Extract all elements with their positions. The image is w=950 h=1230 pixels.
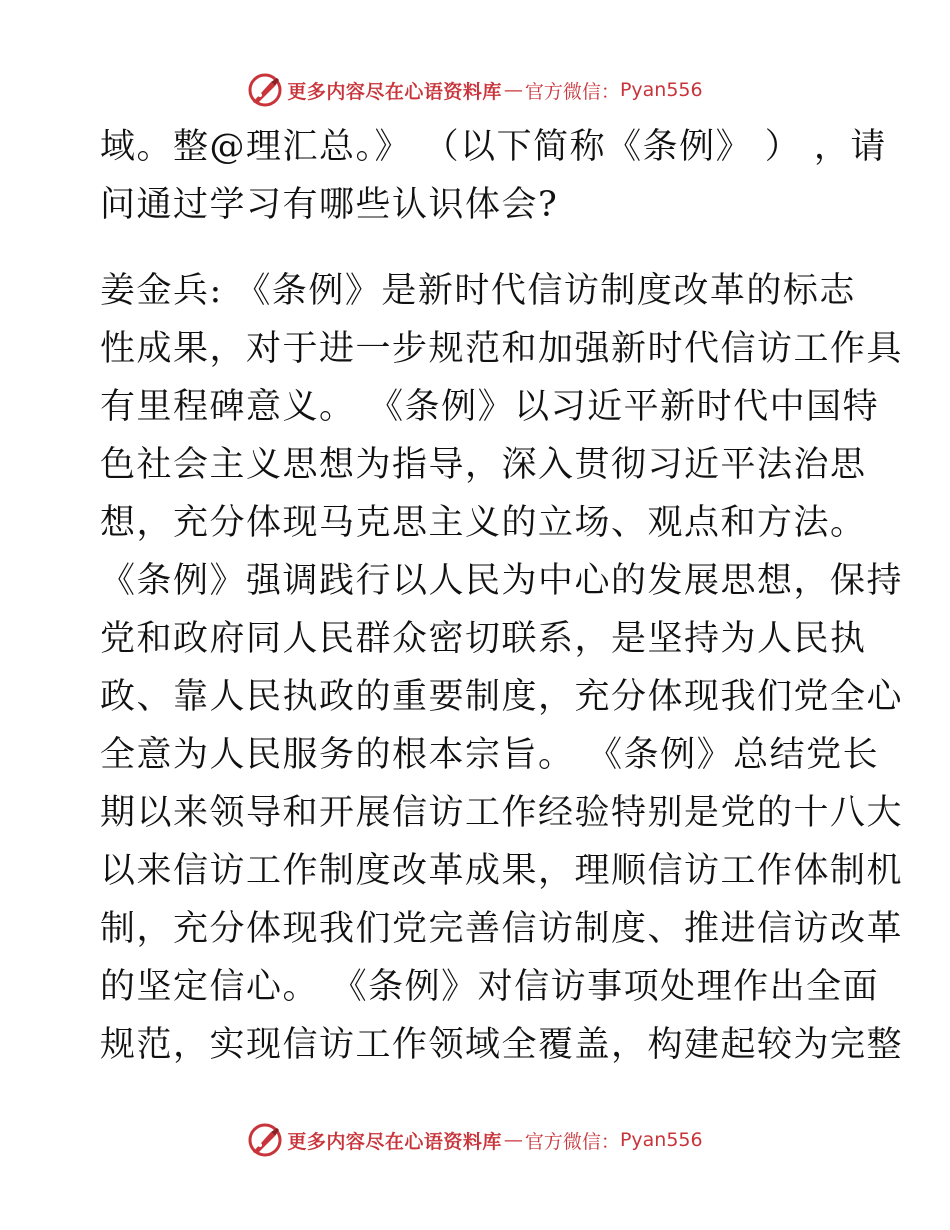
footer-watermark — [0, 1120, 950, 1160]
paragraph-answer — [100, 262, 904, 1074]
watermark-dash: — — [503, 79, 523, 101]
text-line: 规范，实现信访工作领域全覆盖，构建起较为完整 — [100, 1025, 904, 1065]
watermark-wechat-id: Pyan556 — [619, 1129, 703, 1151]
text-line: 色社会主义思想为指导，深入贯彻习近平法治思 — [100, 445, 867, 485]
text-line: 政、靠人民执政的重要制度，充分体现我们党全心 — [100, 677, 904, 717]
pen-logo-icon — [247, 1122, 283, 1158]
text-line: 姜金兵: 《条例》是新时代信访制度改革的标志 — [100, 271, 856, 311]
text-line: 有里程碑意义。 《条例》以习近平新时代中国特 — [100, 387, 880, 427]
text-line: 《条例》强调践行以人民为中心的发展思想，保持 — [100, 561, 904, 601]
paragraph-question — [100, 118, 887, 234]
text-line: 性成果，对于进一步规范和加强新时代信访工作具 — [100, 329, 904, 369]
pen-logo-icon — [247, 72, 283, 108]
text-line: 想，充分体现马克思主义的立场、观点和方法。 — [100, 503, 867, 543]
text-line: 问通过学习有哪些认识体会? — [100, 185, 559, 225]
text-line: 以来信访工作制度改革成果，理顺信访工作体制机 — [100, 851, 904, 891]
text-line: 党和政府同人民群众密切联系，是坚持为人民执 — [100, 619, 867, 659]
header-watermark — [0, 70, 950, 110]
watermark-wechat-id: Pyan556 — [619, 79, 703, 101]
text-line: 全意为人民服务的根本宗旨。 《条例》总结党长 — [100, 735, 880, 775]
text-line: 期以来领导和开展信访工作经验特别是党的十八大 — [100, 793, 904, 833]
watermark-dash: — — [503, 1129, 523, 1151]
watermark-wechat-label: 官方微信： — [524, 1130, 620, 1153]
watermark-text: 更多内容尽在心语资料库 — [287, 80, 502, 103]
paragraph-gap — [100, 234, 850, 262]
text-line: 制，充分体现我们党完善信访制度、推进信访改革 — [100, 909, 904, 949]
watermark-text: 更多内容尽在心语资料库 — [287, 1130, 502, 1153]
watermark-wechat-label: 官方微信： — [524, 80, 620, 103]
document-body — [100, 118, 904, 1074]
text-line: 的坚定信心。 《条例》对信访事项处理作出全面 — [100, 967, 880, 1007]
text-line: 域。整@理汇总。》 （以下简称《条例》 ） ，请 — [100, 127, 887, 167]
